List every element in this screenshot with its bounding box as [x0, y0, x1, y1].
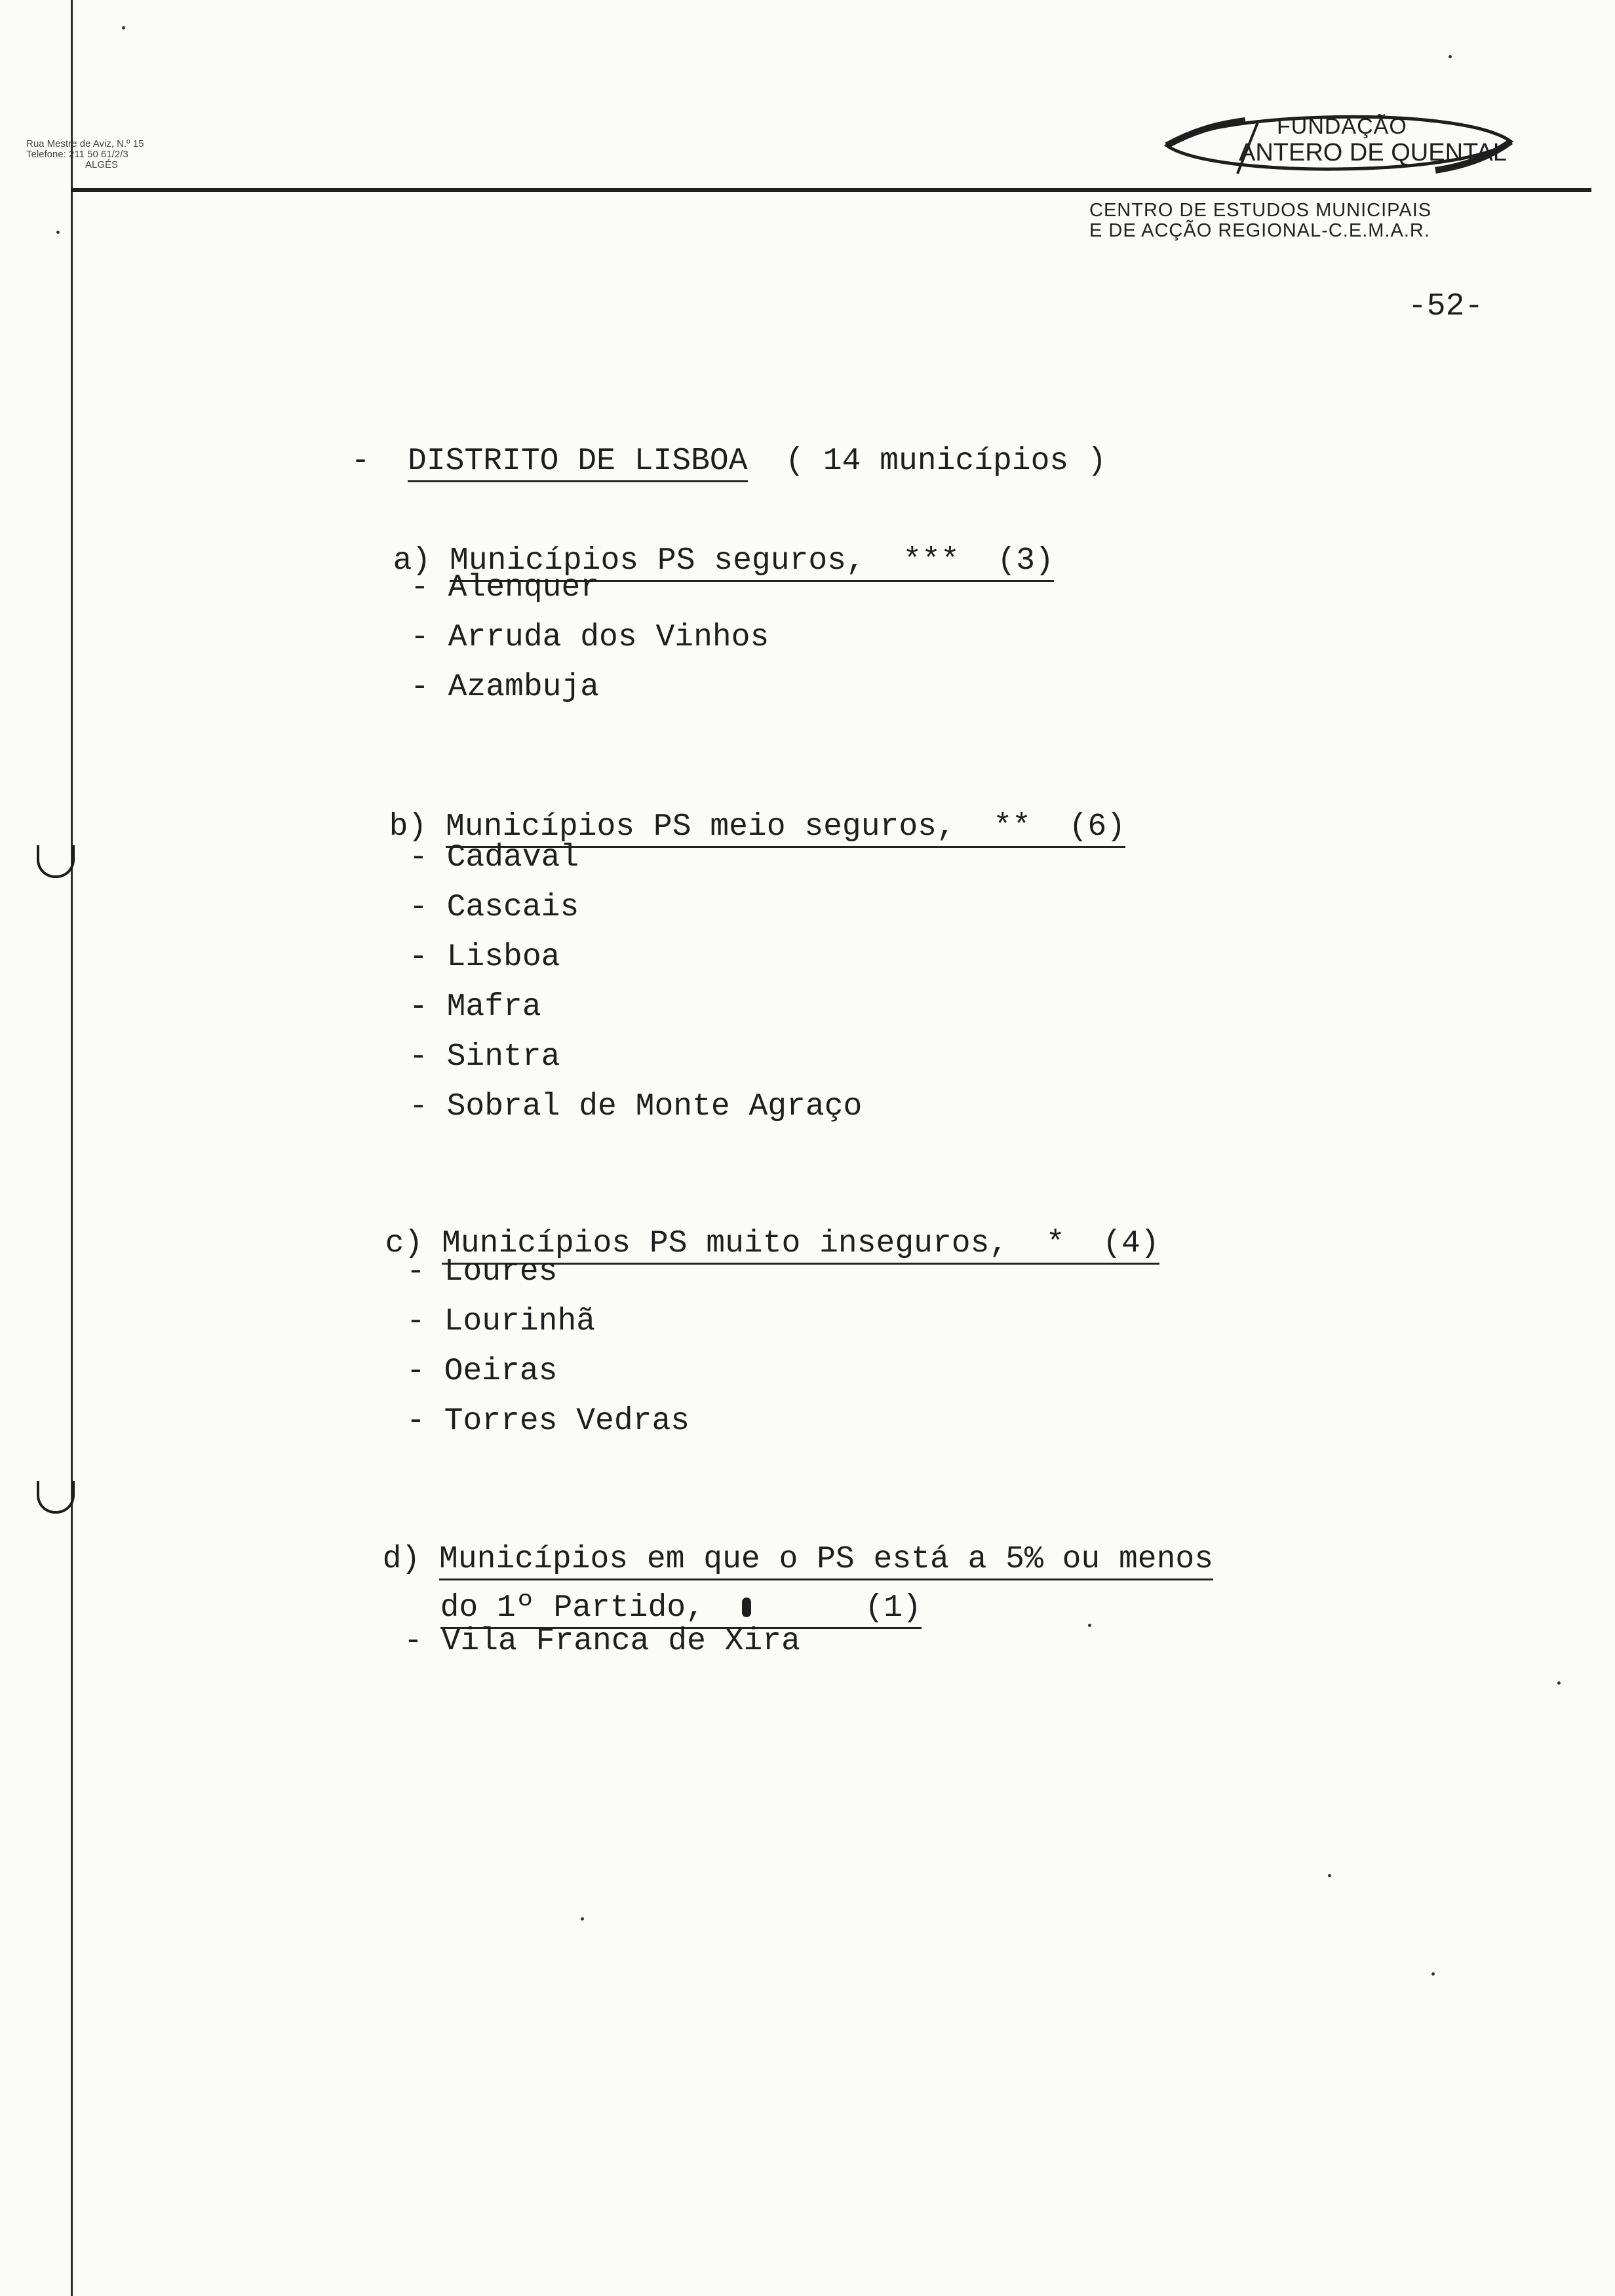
page-number: -52- [1408, 289, 1484, 324]
margin-hook-mark-icon [37, 1481, 75, 1514]
list-item: - Loures [406, 1254, 558, 1290]
section-title: Municípios PS muito inseguros, * (4) [442, 1226, 1159, 1265]
scan-speck [1328, 1874, 1331, 1877]
district-count: ( 14 municípios ) [785, 444, 1106, 479]
scan-speck [1431, 1972, 1435, 1976]
scan-speck [122, 26, 125, 29]
scan-speck [56, 231, 60, 234]
list-item: - Lisboa [409, 940, 560, 975]
list-item: - Alenquer [410, 570, 600, 605]
scan-speck [1449, 55, 1452, 58]
section-heading-d-line2 [402, 1553, 922, 1626]
section-title-line2: do 1º Partido, (1) [440, 1590, 922, 1629]
security-marker: ** [993, 809, 1031, 845]
list-item: - Vila Franca de Xira [404, 1624, 800, 1659]
list-item: - Torres Vedras [406, 1404, 690, 1439]
section-count: (3) [997, 543, 1054, 579]
section-letter: b) [389, 809, 427, 845]
security-marker: * [1045, 1226, 1065, 1261]
letterhead-rule [71, 188, 1591, 192]
section-letter: c) [385, 1226, 423, 1261]
section-count: (4) [1102, 1226, 1159, 1261]
list-item: - Cadaval [409, 840, 579, 875]
foundation-logo [1154, 105, 1521, 183]
margin-hook-mark-icon [37, 845, 75, 878]
scan-speck [1088, 1624, 1091, 1627]
section-title: Municípios PS meio seguros, ** (6) [446, 809, 1125, 848]
address-line-town: ALGÉS [85, 159, 119, 170]
district-dash: - [351, 444, 370, 479]
centre-name-line1: CENTRO DE ESTUDOS MUNICIPAIS [1089, 200, 1432, 221]
address-line-street: Rua Mestre de Aviz, N.º 15 [26, 138, 144, 149]
address-line-phone: Telefone: 211 50 61/2/3 [26, 149, 128, 160]
section-title-line1: Municípios em que o PS está a 5% ou menos [439, 1542, 1213, 1580]
list-item: - Sobral de Monte Agraço [409, 1089, 863, 1124]
section-title: Municípios PS seguros, *** (3) [450, 543, 1054, 582]
list-item: - Azambuja [410, 670, 600, 705]
section-letter: d) [382, 1542, 421, 1577]
letterhead-address [26, 139, 210, 170]
district-heading [313, 406, 1106, 480]
section-heading-b [351, 772, 1125, 845]
scan-speck [581, 1917, 584, 1921]
logo-foundation-name: ANTERO DE QUENTAL [1239, 139, 1507, 166]
bullet-marker-icon [742, 1598, 751, 1617]
list-item: - Lourinhã [406, 1304, 596, 1339]
list-item: - Mafra [409, 989, 541, 1025]
left-margin-line [71, 0, 73, 2296]
centre-name-line2: E DE ACÇÃO REGIONAL-C.E.M.A.R. [1089, 220, 1430, 241]
logo-foundation-word: FUNDAÇÃO [1277, 114, 1407, 139]
section-heading-c [347, 1189, 1159, 1262]
section-letter: a) [393, 543, 431, 579]
section-count: (1) [865, 1590, 922, 1626]
district-name: DISTRITO DE LISBOA [408, 444, 747, 482]
section-count: (6) [1068, 809, 1126, 845]
centre-name [1089, 201, 1431, 241]
scan-speck [1557, 1681, 1561, 1685]
list-item: - Cascais [409, 890, 579, 925]
list-item: - Arruda dos Vinhos [410, 620, 769, 655]
section-heading-a [355, 506, 1054, 579]
list-item: - Sintra [409, 1039, 560, 1075]
list-item: - Oeiras [406, 1354, 558, 1389]
security-marker: *** [903, 543, 960, 579]
